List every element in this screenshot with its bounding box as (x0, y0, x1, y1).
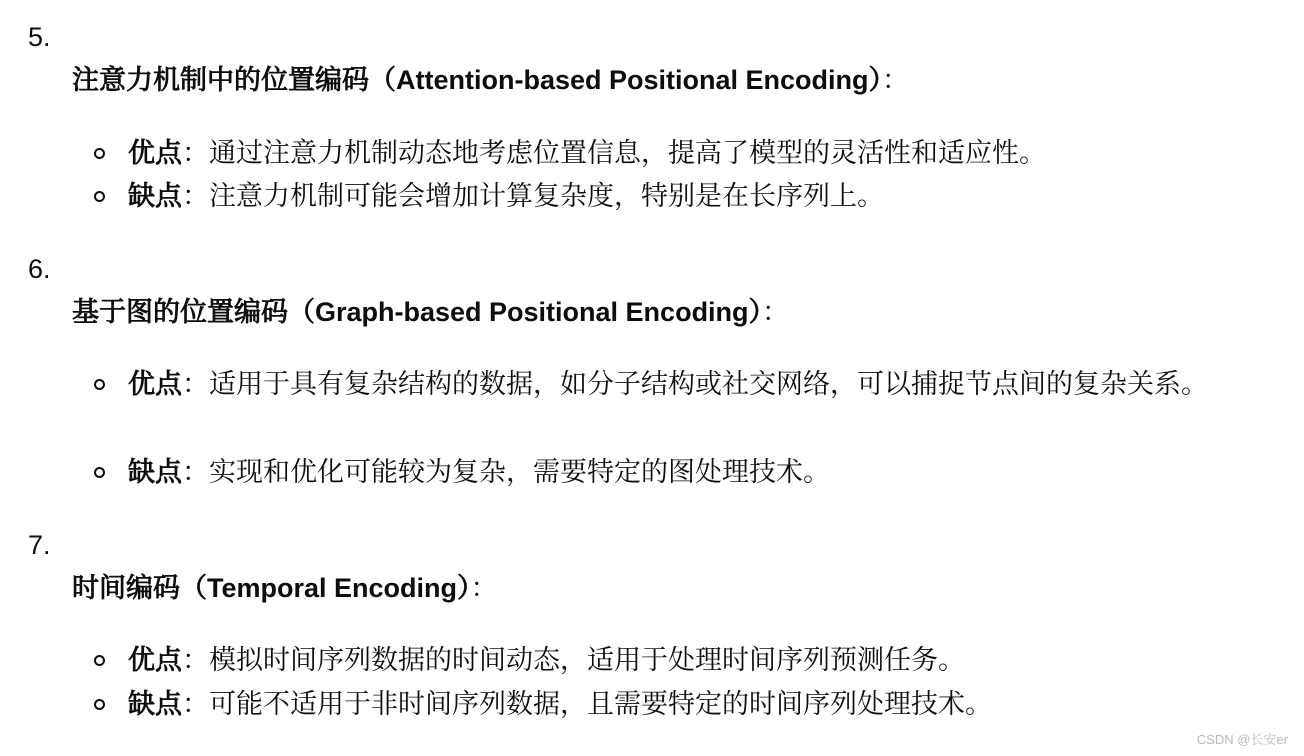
section-title-text: 时间编码（Temporal Encoding） (72, 573, 471, 603)
bullet-circle-icon (94, 467, 105, 478)
cons-text: 注意力机制可能会增加计算复杂度，特别是在长序列上。 (209, 181, 884, 211)
pros-text: 模拟时间序列数据的时间动态，适用于处理时间序列预测任务。 (209, 645, 965, 675)
pros-text: 适用于具有复杂结构的数据，如分子结构或社交网络，可以捕捉节点间的复杂关系。 (209, 369, 1208, 399)
pros-label: 优点 (128, 138, 182, 168)
pros-label: 优点 (128, 369, 182, 399)
bullet-circle-icon (94, 379, 105, 390)
pros-item (128, 131, 1268, 175)
section-title (72, 571, 498, 605)
section-title-text: 注意力机制中的位置编码（Attention-based Positional Encoding） (72, 65, 882, 95)
pros-item (128, 638, 1268, 682)
pros-item (128, 362, 1268, 406)
bullet-circle-icon (94, 699, 105, 710)
section-title-colon: ： (762, 297, 790, 327)
pros-label: 优点 (128, 645, 182, 675)
cons-separator: ： (182, 181, 209, 211)
pros-text: 通过注意力机制动态地考虑位置信息，提高了模型的灵活性和适应性。 (209, 138, 1046, 168)
cons-label: 缺点 (128, 181, 182, 211)
cons-separator: ： (182, 689, 209, 719)
cons-separator: ： (182, 457, 209, 487)
cons-label: 缺点 (128, 457, 182, 487)
bullet-circle-icon (94, 148, 105, 159)
section-title-text: 基于图的位置编码（Graph-based Positional Encoding） (72, 297, 763, 327)
section-number: 7. (28, 530, 51, 560)
section-title-colon: ： (470, 573, 498, 603)
bullet-circle-icon (94, 191, 105, 202)
cons-item (128, 682, 1268, 726)
cons-label: 缺点 (128, 689, 182, 719)
section-number: 5. (28, 22, 51, 52)
watermark: CSDN @长安er (1196, 732, 1288, 747)
pros-separator: ： (182, 369, 209, 399)
cons-text: 实现和优化可能较为复杂，需要特定的图处理技术。 (209, 457, 830, 487)
pros-separator: ： (182, 645, 209, 675)
section-number: 6. (28, 254, 51, 284)
section-title (72, 295, 789, 329)
cons-item (128, 174, 1268, 218)
section-title (72, 63, 909, 97)
cons-text: 可能不适用于非时间序列数据，且需要特定的时间序列处理技术。 (209, 689, 992, 719)
cons-item (128, 450, 1268, 494)
pros-separator: ： (182, 138, 209, 168)
section-title-colon: ： (882, 65, 909, 95)
bullet-circle-icon (94, 655, 105, 666)
